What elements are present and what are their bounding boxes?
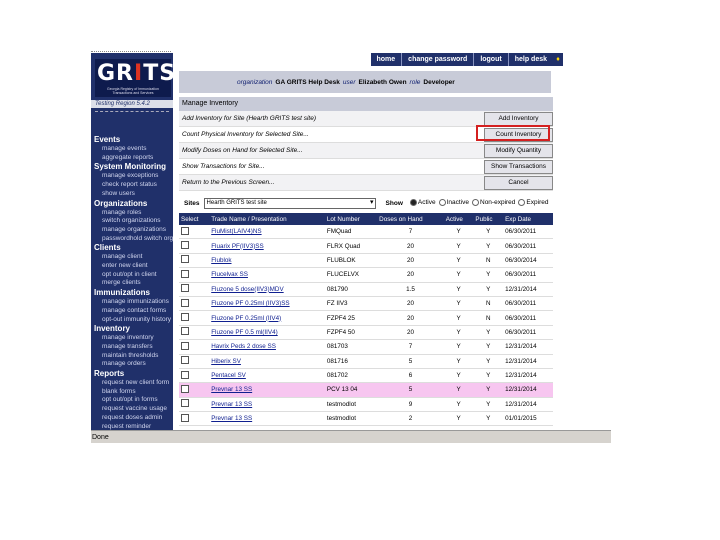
user-context-bar — [179, 71, 551, 93]
menu-section-events: Events — [94, 135, 121, 144]
menu-link-request-new-client-form[interactable]: request new client form — [102, 379, 170, 387]
top-dotted-rule — [91, 47, 171, 52]
row-checkbox[interactable] — [181, 342, 189, 350]
menu-section-organizations: Organizations — [94, 198, 148, 208]
public-cell: Y — [473, 397, 503, 411]
trade-name-link[interactable]: Fluzone 5 dose(IIV3)MDV — [211, 285, 284, 293]
show-option-label: Inactive — [446, 199, 469, 207]
table-row — [179, 253, 553, 267]
menu-section-immunizations: Immunizations — [94, 288, 151, 298]
org-value: GA GRITS Help Desk — [275, 78, 340, 86]
menu-link-manage-inventory[interactable]: manage inventory — [102, 334, 154, 342]
lot-cell: FMQuad — [325, 225, 377, 239]
public-cell: N — [473, 253, 503, 267]
doses-cell: 20 — [377, 253, 444, 267]
select-cell — [179, 354, 209, 368]
public-cell: N — [473, 296, 503, 310]
public-cell: Y — [473, 268, 503, 282]
trade-name-link[interactable]: Flublok — [211, 256, 232, 264]
lot-cell: FZPF4 25 — [325, 311, 377, 325]
inventory-table — [179, 213, 553, 426]
topnav-help-desk-link[interactable]: help desk — [508, 53, 553, 66]
trade-name-cell — [209, 239, 325, 253]
active-cell: Y — [444, 253, 474, 267]
show-inactive-radio[interactable] — [439, 199, 446, 206]
doses-cell: 1.5 — [377, 282, 444, 296]
column-header[interactable]: Select — [179, 213, 209, 225]
trade-name-cell — [209, 253, 325, 267]
menu-link-maintain-thresholds[interactable]: maintain thresholds — [102, 351, 159, 359]
table-row — [179, 311, 553, 325]
trade-name-link[interactable]: Fluzone PF 0.5 ml(IIV4) — [211, 328, 278, 336]
table-row — [179, 354, 553, 368]
doses-cell: 20 — [377, 296, 444, 310]
sidebar-menu — [94, 135, 174, 440]
menu-link-opt-out-immunity-history[interactable]: opt-out immunity history — [102, 315, 171, 323]
status-bar: Done — [91, 430, 611, 443]
row-checkbox[interactable] — [181, 255, 189, 263]
active-cell: Y — [444, 368, 474, 382]
menu-link-opt-out-opt-in-client[interactable]: opt out/opt in client — [102, 270, 157, 278]
trade-name-link[interactable]: Fluzone PF 0.25ml (IIV4) — [211, 314, 282, 322]
public-cell: Y — [473, 412, 503, 426]
lot-cell: FZPF4 50 — [325, 325, 377, 339]
org-label: organization — [237, 78, 273, 86]
select-cell — [179, 325, 209, 339]
show-expired-radio[interactable] — [518, 199, 525, 206]
row-checkbox[interactable] — [181, 299, 189, 307]
show-label: Show — [385, 199, 403, 207]
menu-link-aggregate-reports[interactable]: aggregate reports — [102, 153, 154, 161]
role-value: Developer — [423, 78, 455, 86]
row-checkbox[interactable] — [181, 385, 189, 393]
trade-name-link[interactable]: Prevnar 13 SS — [211, 415, 253, 423]
menu-link-passwordhold-switch-org[interactable]: passwordhold switch org — [102, 234, 174, 242]
logo-subtitle: Georgia Registry of Immunization Transactions and Services — [107, 87, 159, 95]
doses-cell: 5 — [377, 354, 444, 368]
menu-link-manage-roles[interactable]: manage roles — [102, 208, 142, 216]
menu-link-blank-forms[interactable]: blank forms — [102, 387, 136, 395]
menu-link-manage-orders[interactable]: manage orders — [102, 360, 146, 368]
count-inventory-button[interactable]: Count Inventory — [484, 128, 553, 142]
trade-name-link[interactable]: FluMist(LAIV4)NS — [211, 228, 262, 236]
select-cell — [179, 340, 209, 354]
action-row — [179, 159, 553, 175]
environment-tagline: Testing Region 5.4.2 — [91, 100, 173, 108]
table-row — [179, 340, 553, 354]
menu-link-manage-contact-forms[interactable]: manage contact forms — [102, 306, 167, 314]
exp-cell: 12/31/2014 — [503, 354, 553, 368]
select-cell — [179, 311, 209, 325]
show-options — [407, 199, 549, 206]
menu-link-enter-new-client[interactable]: enter new client — [102, 262, 148, 270]
lot-cell: FLRX Quad — [325, 239, 377, 253]
active-cell: Y — [444, 311, 474, 325]
row-checkbox[interactable] — [181, 241, 189, 249]
table-row — [179, 383, 553, 397]
lot-cell: FLUCELVX — [325, 268, 377, 282]
exp-cell: 12/31/2014 — [503, 282, 553, 296]
user-label: user — [342, 78, 356, 86]
select-cell — [179, 296, 209, 310]
menu-link-request-doses-admin[interactable]: request doses admin — [102, 413, 163, 421]
topnav-change-password-link[interactable]: change password — [401, 53, 473, 66]
active-cell: Y — [444, 225, 474, 239]
public-cell: Y — [473, 368, 503, 382]
column-header[interactable]: Active — [444, 213, 474, 225]
topnav-home-link[interactable]: home — [376, 56, 396, 63]
doses-cell: 20 — [377, 268, 444, 282]
table-row — [179, 268, 553, 282]
column-header[interactable]: Exp Date — [503, 213, 553, 225]
trade-name-link[interactable]: Flucelvax SS — [211, 271, 248, 279]
row-checkbox[interactable] — [181, 227, 189, 235]
action-description: Count Physical Inventory for Selected Site... — [182, 131, 309, 138]
table-row — [179, 412, 553, 426]
lot-cell: PCV 13 04 — [325, 383, 377, 397]
select-cell — [179, 368, 209, 382]
action-list — [179, 111, 553, 191]
select-cell — [179, 253, 209, 267]
exp-cell: 06/30/2011 — [503, 325, 553, 339]
trade-name-cell — [209, 268, 325, 282]
menu-link-request-reminder[interactable]: request reminder — [102, 422, 152, 430]
trade-name-link[interactable]: Fluzone PF 0.25ml (IIV3)SS — [211, 300, 290, 308]
active-cell: Y — [444, 268, 474, 282]
exp-cell: 01/01/2015 — [503, 412, 553, 426]
public-cell: Y — [473, 354, 503, 368]
action-description: Modify Doses on Hand for Selected Site... — [182, 147, 303, 154]
doses-cell: 7 — [377, 225, 444, 239]
count-inventory-callout — [476, 125, 550, 141]
trade-name-cell — [209, 311, 325, 325]
doses-cell: 6 — [377, 368, 444, 382]
doses-cell: 9 — [377, 397, 444, 411]
public-cell: Y — [473, 325, 503, 339]
exp-cell: 06/30/2011 — [503, 268, 553, 282]
menu-link-switch-organizations[interactable]: switch organizations — [102, 217, 161, 225]
table-row — [179, 239, 553, 253]
logo-wordmark: GRITS — [97, 61, 177, 86]
row-checkbox[interactable] — [181, 313, 189, 321]
table-body — [179, 225, 553, 426]
user-value: Elizabeth Owen — [358, 78, 407, 86]
trade-name-link[interactable]: Hiberix SV — [211, 357, 241, 365]
table-row — [179, 296, 553, 310]
table-row — [179, 368, 553, 382]
exp-cell: 12/31/2014 — [503, 340, 553, 354]
column-header[interactable]: Lot Number — [325, 213, 377, 225]
main-content — [179, 97, 553, 423]
action-description: Show Transactions for Site... — [182, 163, 265, 170]
doses-cell: 7 — [377, 340, 444, 354]
public-cell: Y — [473, 282, 503, 296]
show-active-radio[interactable] — [410, 199, 417, 206]
active-cell: Y — [444, 296, 474, 310]
column-header[interactable]: Doses on Hand — [377, 213, 444, 225]
menu-link-manage-events[interactable]: manage events — [102, 145, 147, 152]
menu-section-inventory: Inventory — [94, 324, 131, 334]
topnav-logout-link[interactable]: logout — [473, 53, 507, 66]
lot-cell: 081716 — [325, 354, 377, 368]
lot-cell: 081702 — [325, 368, 377, 382]
exp-cell: 06/30/2014 — [503, 253, 553, 267]
active-cell: Y — [444, 397, 474, 411]
menu-link-manage-exceptions[interactable]: manage exceptions — [102, 172, 159, 180]
show-option-label: Non-expired — [480, 199, 516, 207]
menu-section-reports: Reports — [94, 369, 125, 379]
table-row — [179, 225, 553, 239]
trade-name-link[interactable]: Prevnar 13 SS — [211, 400, 253, 408]
row-checkbox[interactable] — [181, 356, 189, 364]
action-row — [179, 143, 553, 159]
trade-name-link[interactable]: Prevnar 13 SS — [211, 386, 253, 394]
help-icon[interactable]: ♦ — [553, 53, 563, 66]
table-row — [179, 325, 553, 339]
menu-link-request-vaccine-usage[interactable]: request vaccine usage — [102, 405, 168, 413]
trade-name-cell — [209, 325, 325, 339]
table-row — [179, 282, 553, 296]
doses-cell: 20 — [377, 325, 444, 339]
trade-name-cell — [209, 282, 325, 296]
show-non-expired-radio[interactable] — [472, 199, 479, 206]
trade-name-link[interactable]: Pentacel SV — [211, 372, 246, 380]
select-cell — [179, 225, 209, 239]
exp-cell: 06/30/2011 — [503, 296, 553, 310]
role-label: role — [409, 78, 421, 86]
sites-select[interactable]: Hearth GRITS test site ▾ — [204, 198, 376, 209]
show-transactions-button[interactable]: Show Transactions — [484, 160, 553, 174]
top-nav — [371, 53, 554, 66]
active-cell: Y — [444, 282, 474, 296]
trade-name-cell — [209, 354, 325, 368]
public-cell: Y — [473, 225, 503, 239]
row-checkbox[interactable] — [181, 284, 189, 292]
row-checkbox[interactable] — [181, 399, 189, 407]
active-cell: Y — [444, 354, 474, 368]
trade-name-link[interactable]: Havrix Peds 2 dose SS — [211, 343, 276, 351]
exp-cell: 06/30/2011 — [503, 311, 553, 325]
select-cell — [179, 268, 209, 282]
select-cell — [179, 239, 209, 253]
action-row — [179, 175, 553, 191]
page-title: Manage Inventory — [179, 97, 553, 111]
add-inventory-button[interactable]: Add Inventory — [484, 112, 553, 126]
select-cell — [179, 282, 209, 296]
menu-link-manage-immunizations[interactable]: manage immunizations — [102, 298, 169, 306]
lot-cell: testmodlot — [325, 397, 377, 411]
trade-name-cell — [209, 383, 325, 397]
menu-section-clients: Clients — [94, 243, 121, 253]
show-option-label: Expired — [526, 199, 549, 207]
column-header[interactable]: Trade Name / Presentation — [209, 213, 325, 225]
menu-link-manage-organizations[interactable]: manage organizations — [102, 225, 166, 233]
menu-link-opt-out-opt-in-forms[interactable]: opt out/opt in forms — [102, 396, 158, 404]
lot-cell: 081790 — [325, 282, 377, 296]
column-header[interactable]: Public — [473, 213, 503, 225]
menu-link-merge-clients[interactable]: merge clients — [102, 279, 141, 287]
row-checkbox[interactable] — [181, 371, 189, 379]
select-cell — [179, 397, 209, 411]
exp-cell: 06/30/2011 — [503, 239, 553, 253]
active-cell: Y — [444, 325, 474, 339]
row-checkbox[interactable] — [181, 270, 189, 278]
active-cell: Y — [444, 412, 474, 426]
trade-name-cell — [209, 296, 325, 310]
select-cell — [179, 412, 209, 426]
lot-cell: FLUBLOK — [325, 253, 377, 267]
sites-label: Sites — [184, 199, 200, 207]
exp-cell: 12/31/2014 — [503, 383, 553, 397]
trade-name-cell — [209, 225, 325, 239]
trade-name-cell — [209, 412, 325, 426]
public-cell: Y — [473, 383, 503, 397]
browser-window — [91, 47, 611, 443]
select-cell — [179, 383, 209, 397]
public-cell: N — [473, 311, 503, 325]
table-row — [179, 397, 553, 411]
action-description: Return to the Previous Screen... — [182, 179, 275, 186]
menu-link-manage-transfers[interactable]: manage transfers — [102, 342, 153, 350]
cancel-button[interactable]: Cancel — [484, 176, 553, 190]
exp-cell: 06/30/2011 — [503, 225, 553, 239]
doses-cell: 20 — [377, 239, 444, 253]
lot-cell: testmodlot — [325, 412, 377, 426]
show-option-label: Active — [417, 199, 436, 207]
inventory-filter — [179, 197, 553, 209]
trade-name-cell — [209, 397, 325, 411]
menu-link-show-users[interactable]: show users — [102, 189, 135, 197]
doses-cell: 20 — [377, 311, 444, 325]
lot-cell: FZ IIV3 — [325, 296, 377, 310]
doses-cell: 2 — [377, 412, 444, 426]
active-cell: Y — [444, 383, 474, 397]
action-description: Add Inventory for Site (Hearth GRITS test site) — [182, 115, 317, 122]
menu-link-check-report-status[interactable]: check report status — [102, 181, 157, 189]
trade-name-link[interactable]: Fluarix PF(IIV3)SS — [211, 242, 264, 250]
modify-quantity-button[interactable]: Modify Quantity — [484, 144, 553, 158]
exp-cell: 12/31/2014 — [503, 368, 553, 382]
lot-cell: 081703 — [325, 340, 377, 354]
public-cell: Y — [473, 340, 503, 354]
trade-name-cell — [209, 368, 325, 382]
doses-cell: 5 — [377, 383, 444, 397]
active-cell: Y — [444, 340, 474, 354]
exp-cell: 12/31/2014 — [503, 397, 553, 411]
row-checkbox[interactable] — [181, 327, 189, 335]
menu-link-manage-client[interactable]: manage client — [102, 253, 143, 261]
public-cell: Y — [473, 239, 503, 253]
row-checkbox[interactable] — [181, 414, 189, 422]
active-cell: Y — [444, 239, 474, 253]
menu-section-system-monitoring: System Monitoring — [94, 162, 167, 172]
trade-name-cell — [209, 340, 325, 354]
table-header-row — [179, 213, 553, 225]
